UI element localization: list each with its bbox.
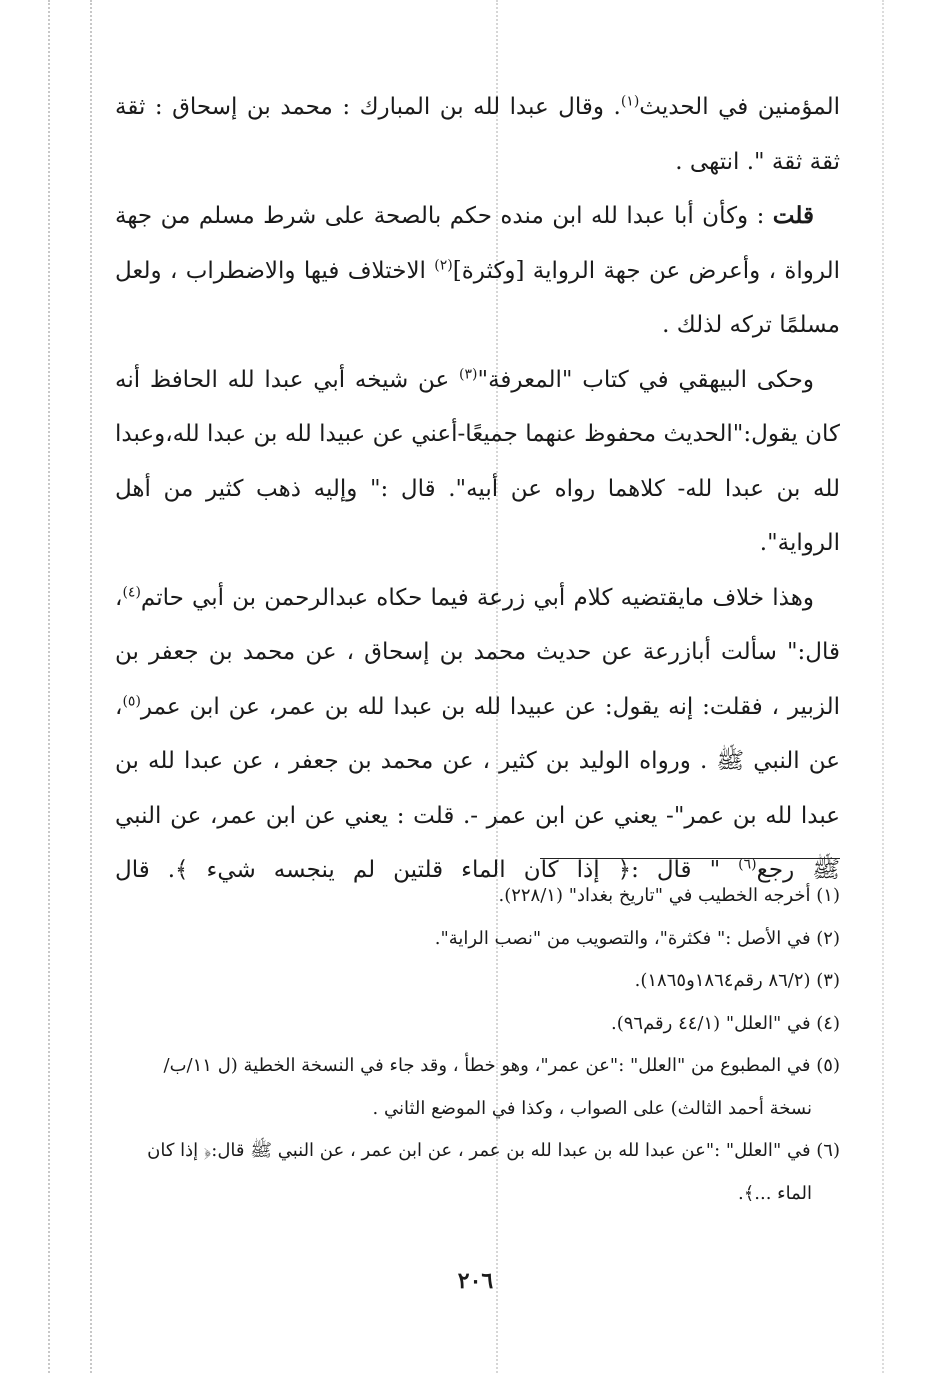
footnote-4: (٤) في "العلل" (٤٤/١ رقم٩٦). (610, 1012, 840, 1034)
footnote-ref-2[interactable]: (٢) (434, 256, 453, 273)
footnotes (115, 875, 840, 1215)
footnote-1: (١) أخرجه الخطيب في "تاريخ بغداد" (٢٢٨/١). (498, 885, 840, 906)
footnote-ref-4[interactable]: (٤) (122, 583, 141, 600)
text: الاختلاف فيها والاضطراب ، ولعل مسلمًا تركه لذلك . (115, 257, 840, 338)
text: ثقة ". انتهى . (675, 148, 803, 175)
paragraph-2 (115, 189, 840, 353)
footnote-3: (٣) (٨٦/٢ رقم١٨٦٤و١٨٦٥). (634, 970, 840, 991)
paragraph-4 (115, 571, 840, 898)
footnote-ref-1[interactable]: (١) (620, 93, 640, 110)
footnote-5: (٥) في المطبوع من "العلل" :"عن عمر"، وهو خطأ ، وقد جاء في النسخة الخطية (ل ١١/ب/ (163, 1055, 840, 1076)
paragraph-1 (115, 80, 840, 189)
footnote-ref-6[interactable]: (٦) (738, 856, 757, 873)
text: المؤمنين في الحديث (639, 94, 840, 120)
footnote-separator (540, 858, 840, 859)
text: وحكى البيهقي في كتاب "المعرفة" (477, 366, 815, 393)
footnote-ref-3[interactable]: (٣) (459, 365, 478, 382)
scan-dotted-line (48, 0, 50, 1373)
text: ، عن النبي ﷺ . ورواه الوليد بن كثير ، عن محمد بن جعفر ، عن عبدا لله بن عبدا لله بن عمر"- يعني عن ابن عمر -. قلت : يعني عن ابن عمر، عن النبي ﷺ رجع (115, 693, 841, 883)
footnote-6-continuation: الماء ...﴾. (738, 1182, 812, 1204)
page-content (115, 80, 841, 1204)
footnote-5-continuation: نسخة أحمد الثالث) على الصواب ، وكذا في الموضع الثاني . (372, 1097, 812, 1119)
text: وهذا خلاف مايقتضيه كلام أبي زرعة فيما حكاه عبدالرحمن بن أبي حاتم (140, 584, 814, 611)
paragraph-3 (115, 353, 840, 571)
scan-dotted-line (882, 0, 884, 1373)
text: : وكأن أبا عبدا لله ابن منده حكم بالصحة على شرط مسلم من جهة الرواة ، وأعرض عن جهة الرواية [وكثرة] (115, 203, 840, 284)
text: " قال :﴿ إذا كان الماء قلتين لم ينجسه شيء ﴾. قال (115, 857, 721, 883)
footnote-ref-5[interactable]: (٥) (122, 692, 141, 709)
footnote-6: (٦) في "العلل" :"عن عبدا لله بن عبدا لله بن عمر ، عن ابن عمر ، عن النبي ﷺ قال:﴿ إذا كان (147, 1140, 840, 1161)
text: . وقال عبدا لله بن المبارك : محمد بن إسحاق : ثقة ثقة (115, 94, 840, 175)
page-number: ٢٠٦ (457, 1268, 494, 1294)
main-text (115, 80, 840, 898)
scan-dotted-line (90, 0, 92, 1373)
footnote-2: (٢) في الأصل :" فكثرة"، والتصويب من "نصب الراية". (434, 927, 840, 949)
text: عن شيخه أبي عبدا لله الحافظ أنه كان يقول:"الحديث محفوظ عنهما جميعًا-أعني عن عبيدا لله بن عبدا لله،وعبدا لله بن عبدا لله- كلاهما رواه عن أبيه". قال :" وإليه ذهب كثير من أهل الرواية". (115, 366, 840, 556)
paragraph-lead: قلت (772, 202, 814, 229)
text: ، قال:" سألت أبازرعة عن حديث محمد بن إسحاق ، عن محمد بن جعفر بن الزبير ، فقلت: إنه يقول: عن عبيدا لله بن عبدا لله بن عمر، عن ابن عمر (115, 584, 840, 720)
